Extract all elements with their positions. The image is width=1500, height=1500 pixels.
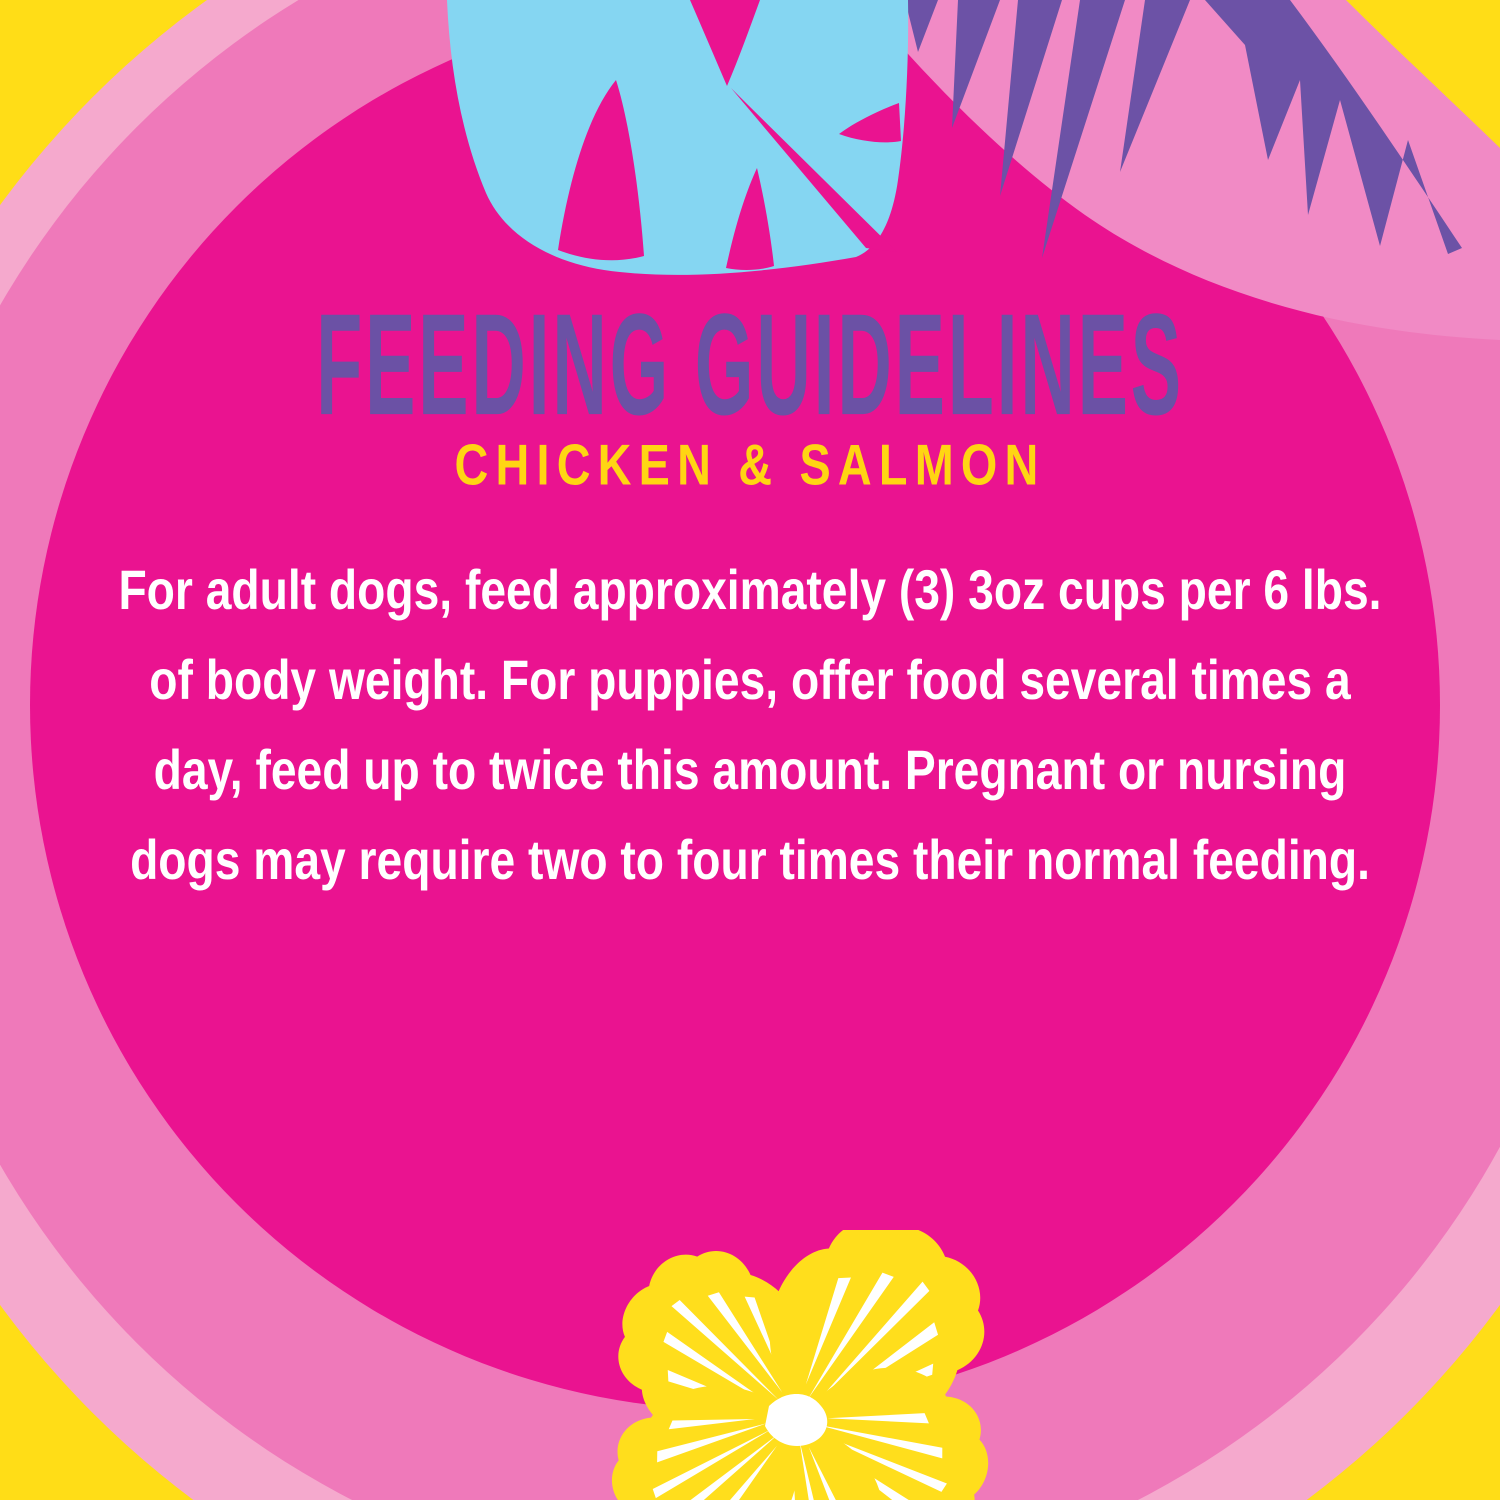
feeding-instructions-line: For adult dogs, feed approximately (3) 3oz cups per 6 lbs. bbox=[118, 558, 1382, 621]
hibiscus-flower-icon bbox=[0, 1230, 1500, 1500]
monstera-leaf-icon bbox=[447, 0, 908, 275]
hibiscus-petals bbox=[582, 1230, 1018, 1500]
feeding-instructions-line: of body weight. For puppies, offer food several times a bbox=[149, 648, 1351, 711]
page-title: FEEDING GUIDELINES bbox=[316, 283, 1184, 446]
feeding-instructions-line: day, feed up to twice this amount. Pregnant or nursing bbox=[153, 738, 1347, 801]
flavor-subtitle: CHICKEN & SALMON bbox=[454, 433, 1046, 498]
feeding-instructions bbox=[3, 545, 1496, 905]
feeding-instructions-line: dogs may require two to four times their normal feeding. bbox=[130, 828, 1370, 891]
